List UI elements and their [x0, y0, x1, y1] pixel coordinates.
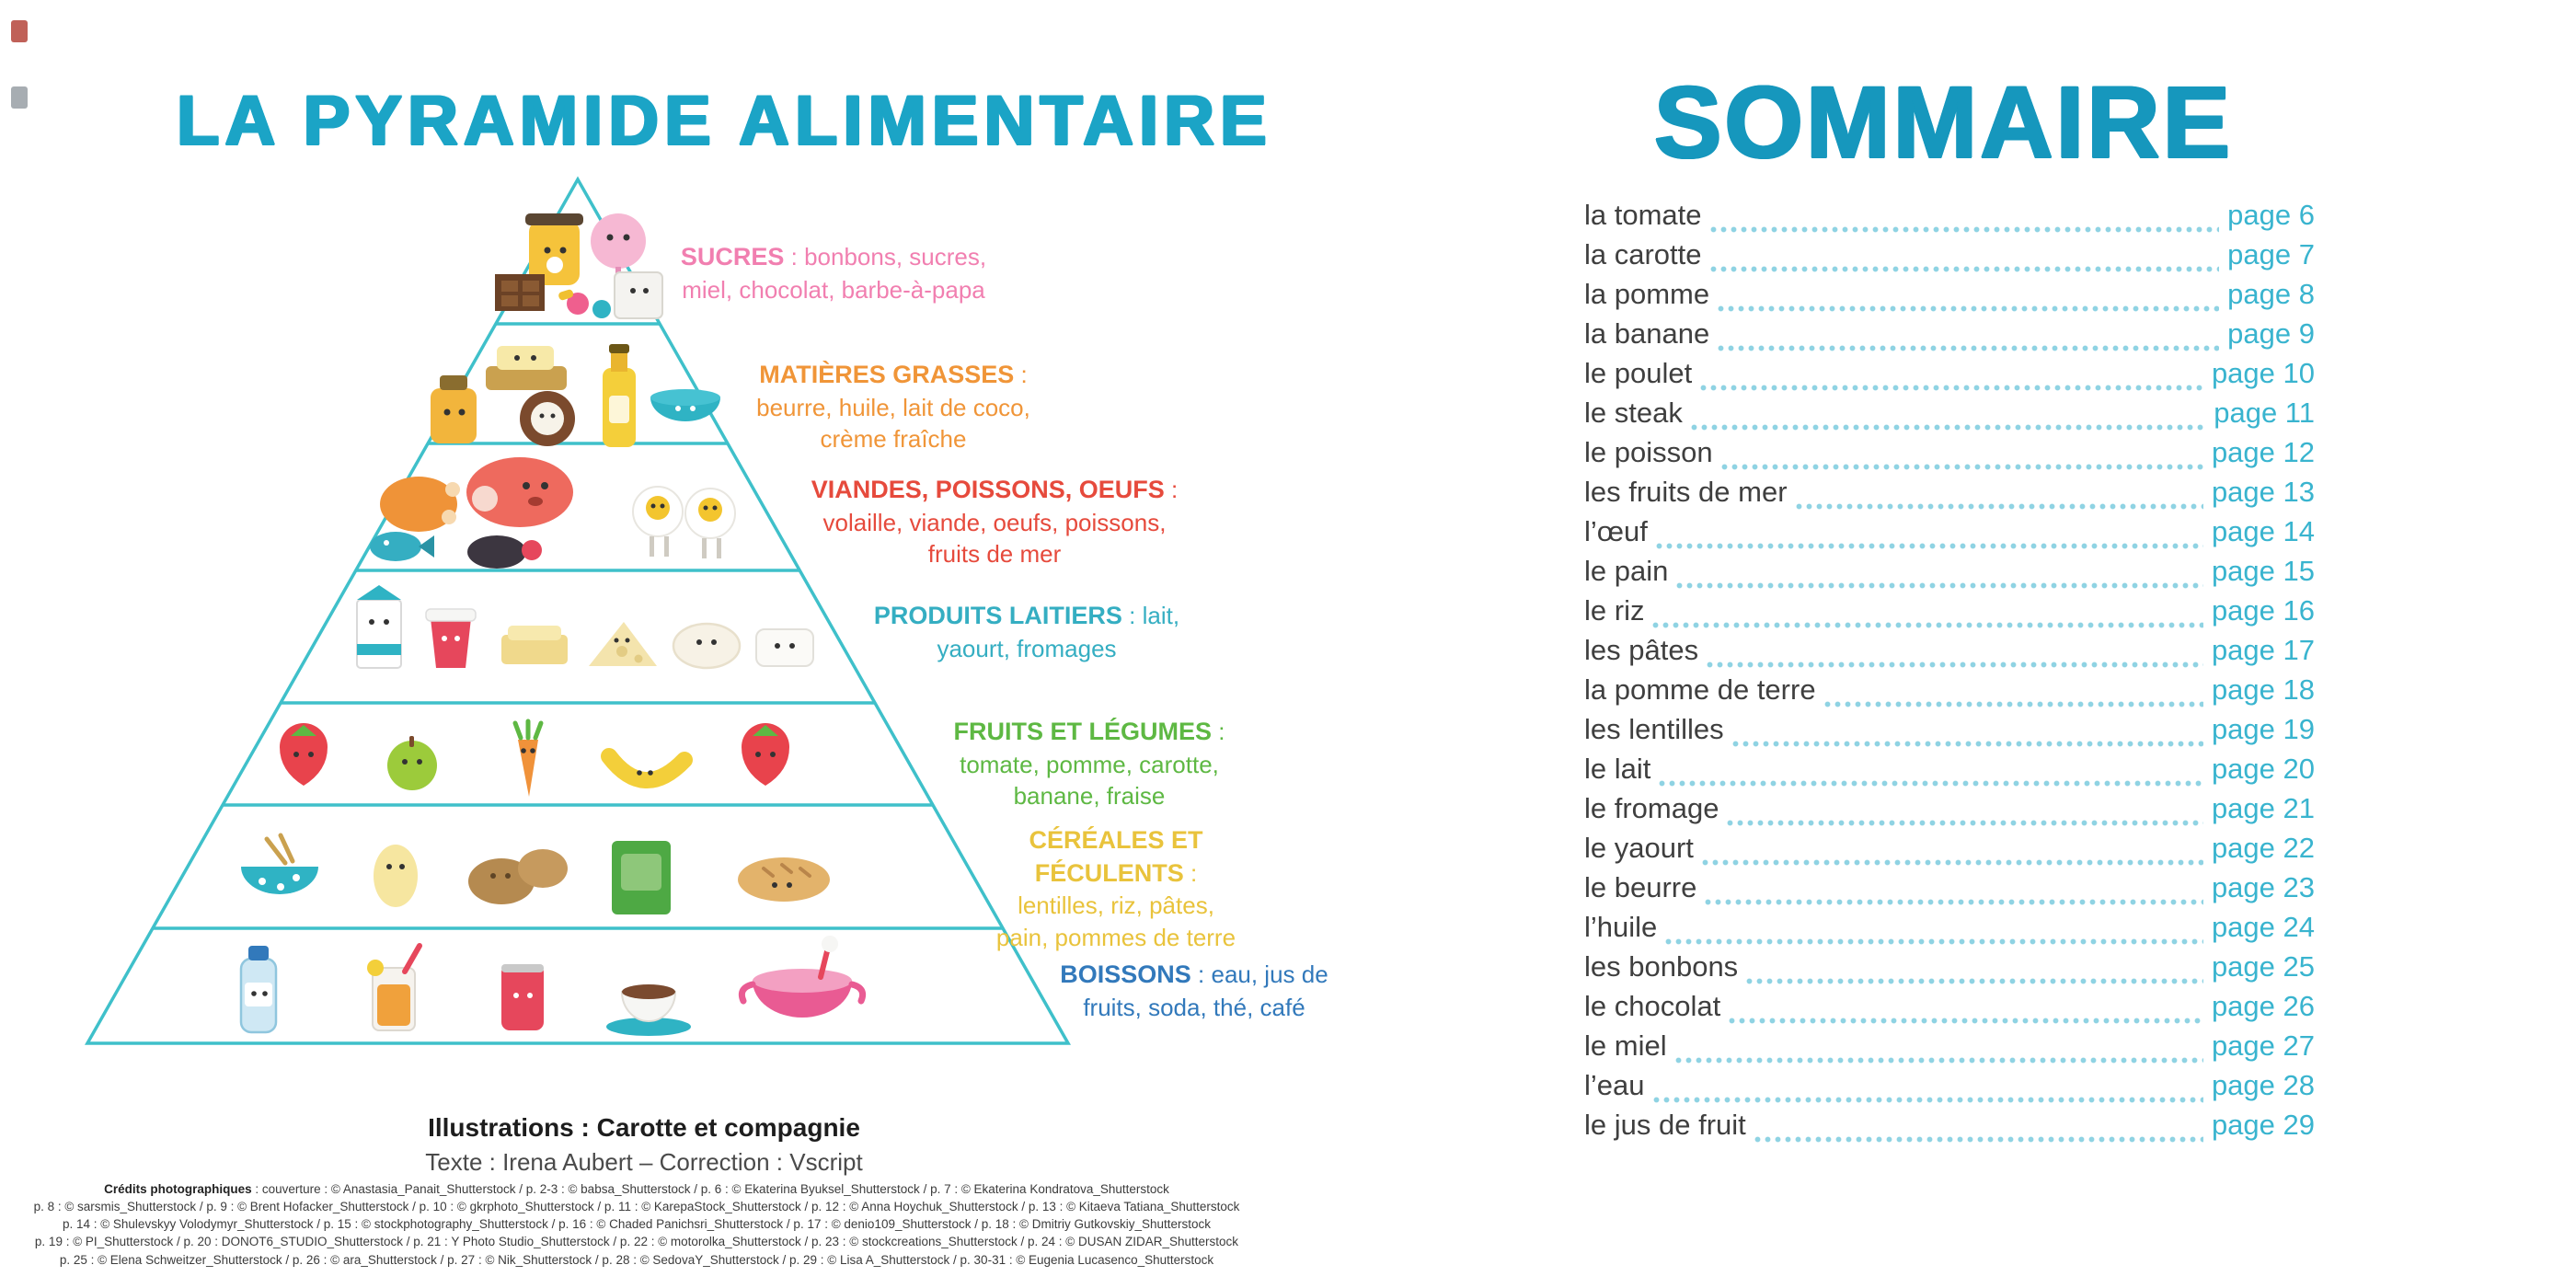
- toc-page-number: page 8: [2227, 278, 2315, 310]
- sugar-box-icon: [615, 272, 662, 318]
- roast-chicken-icon: [380, 477, 460, 532]
- toc-row: [1584, 357, 2315, 397]
- toc-label: le lait: [1584, 753, 1651, 785]
- toc-row: [1584, 476, 2315, 515]
- strawberry-icon: [280, 723, 328, 786]
- toc-label: le jus de fruit: [1584, 1109, 1746, 1141]
- photo-credits: [6, 1180, 1268, 1269]
- toc-row: [1584, 594, 2315, 634]
- pyramid-label-cereales-feculents: CÉRÉALES ET FÉCULENTS : lentilles, riz, pâtes, pain, pommes de terre: [995, 826, 1236, 951]
- fish-icon: [370, 532, 434, 561]
- toc-row: [1584, 950, 2315, 990]
- toc-page-number: page 11: [2214, 397, 2315, 429]
- pyramid-label-viandes-poissons-oeufs: VIANDES, POISSONS, OEUFS : volaille, viande, oeufs, poissons, fruits de mer: [811, 476, 1179, 568]
- dotted-leader: [1754, 1136, 2203, 1143]
- pyramid-label-matieres-grasses: MATIÈRES GRASSES : beurre, huile, lait de coco, crème fraîche: [756, 361, 1030, 453]
- potatoes-icon: [468, 849, 568, 904]
- toc-page-number: page 6: [2227, 199, 2315, 231]
- toc-page-number: page 13: [2211, 476, 2315, 508]
- toc-label: le poulet: [1584, 357, 1693, 389]
- toc-label: les bonbons: [1584, 950, 1739, 983]
- toc-page-number: page 26: [2211, 990, 2315, 1022]
- dotted-leader: [1652, 622, 2202, 628]
- cream-box-icon: [756, 629, 813, 666]
- text-correction-credit: Texte : Irena Aubert – Correction : Vscript: [425, 1148, 863, 1176]
- dotted-leader: [1707, 661, 2203, 668]
- yogurt-pot-icon: [426, 609, 476, 668]
- toc-row: [1584, 1109, 2315, 1148]
- butter-toast-icon: [486, 346, 567, 390]
- dotted-leader: [1691, 424, 2205, 431]
- cheese-wheel-icon: [673, 624, 740, 668]
- green-apple-icon: [387, 736, 437, 790]
- toc-row: [1584, 792, 2315, 832]
- fried-eggs-icon: [633, 487, 735, 558]
- cream-bowl-icon: [650, 389, 720, 421]
- dotted-leader: [1710, 226, 2220, 233]
- toc-page-number: page 7: [2227, 238, 2315, 270]
- dotted-leader: [1656, 543, 2203, 549]
- juice-glass-icon: [367, 946, 420, 1030]
- dotted-leader: [1746, 978, 2203, 984]
- toc-row: [1584, 673, 2315, 713]
- toc-label: les pâtes: [1584, 634, 1699, 666]
- print-mark-red: [11, 20, 28, 42]
- table-of-contents: [1584, 199, 2315, 1148]
- dotted-leader: [1718, 345, 2219, 351]
- toc-label: l’eau: [1584, 1069, 1645, 1101]
- cereal-bowl-icon: [241, 835, 318, 894]
- toc-label: le poisson: [1584, 436, 1713, 468]
- toc-row: [1584, 634, 2315, 673]
- toc-label: la banane: [1584, 317, 1710, 350]
- water-bottle-icon: [241, 946, 276, 1032]
- milk-carton-icon: [357, 585, 401, 668]
- dotted-leader: [1659, 780, 2203, 787]
- toc-row: [1584, 871, 2315, 911]
- cereal-box-icon: [612, 841, 671, 914]
- punch-bowl-icon: [742, 936, 862, 1018]
- dotted-leader: [1710, 266, 2220, 272]
- toc-page-number: page 15: [2211, 555, 2315, 587]
- mussel-icon: [467, 535, 542, 569]
- illustrations-credit: Illustrations : Carotte et compagnie: [428, 1113, 860, 1142]
- photo-credits-line: p. 19 : © PI_Shutterstock / p. 20 : DONOT6_STUDIO_Shutterstock / p. 21 : Y Photo Studio_Shutterstock / p. 22 : © motorolka_Shutterstock / p. 23 : © stockcreations_Shutterstock / p. 24 : © DUSAN ZIDAR_Shutterstock: [34, 1235, 1239, 1249]
- chocolate-bar-icon: [495, 274, 545, 311]
- dotted-leader: [1796, 503, 2203, 510]
- toc-page-number: page 18: [2211, 673, 2315, 706]
- dotted-leader: [1700, 385, 2203, 391]
- toc-label: le chocolat: [1584, 990, 1721, 1022]
- toc-label: l’œuf: [1584, 515, 1648, 547]
- pasta-icon: [374, 845, 418, 907]
- toc-row: [1584, 1029, 2315, 1069]
- page-title-sommaire: SOMMAIRE: [1654, 66, 2233, 179]
- toc-label: le riz: [1584, 594, 1645, 627]
- dotted-leader: [1676, 582, 2203, 589]
- toc-page-number: page 22: [2211, 832, 2315, 864]
- dotted-leader: [1824, 701, 2203, 707]
- dotted-leader: [1732, 741, 2203, 747]
- toc-row: [1584, 753, 2315, 792]
- photo-credits-line: p. 14 : © Shulevskyy Volodymyr_Shutterstock / p. 15 : © stockphotography_Shutterstock / p. 16 : © Chaded Panichsri_Shutterstock / p. 17 : © denio109_Shutterstock / p. 18 : © Dmitriy Gutkovskiy_Shutterstock: [62, 1217, 1212, 1232]
- pyramid-label-sucres: SUCRES : bonbons, sucres, miel, chocolat, barbe-à-papa: [680, 243, 987, 304]
- toc-label: la carotte: [1584, 238, 1702, 270]
- toc-label: la tomate: [1584, 199, 1702, 231]
- page-title-pyramide: LA PYRAMIDE ALIMENTAIRE: [177, 82, 1272, 160]
- toc-label: le fromage: [1584, 792, 1719, 824]
- toc-page-number: page 21: [2211, 792, 2315, 824]
- dotted-leader: [1705, 899, 2203, 905]
- toc-page-number: page 24: [2211, 911, 2315, 943]
- strawberry-icon-2: [742, 723, 789, 786]
- toc-label: l’huile: [1584, 911, 1658, 943]
- candies-icon: [558, 289, 611, 318]
- toc-label: le pain: [1584, 555, 1669, 587]
- toc-row: [1584, 555, 2315, 594]
- toc-label: le yaourt: [1584, 832, 1694, 864]
- dotted-leader: [1665, 938, 2203, 945]
- toc-page-number: page 20: [2211, 753, 2315, 785]
- soda-can-icon: [501, 964, 544, 1030]
- toc-row: [1584, 990, 2315, 1029]
- toc-row: [1584, 713, 2315, 753]
- toc-page-number: page 17: [2211, 634, 2315, 666]
- toc-row: [1584, 832, 2315, 871]
- dotted-leader: [1675, 1057, 2203, 1064]
- toc-row: [1584, 1069, 2315, 1109]
- toc-page-number: page 28: [2211, 1069, 2315, 1101]
- toc-page-number: page 9: [2227, 317, 2315, 350]
- toc-page-number: page 16: [2211, 594, 2315, 627]
- toc-label: la pomme de terre: [1584, 673, 1816, 706]
- toc-label: le steak: [1584, 397, 1683, 429]
- toc-page-number: page 19: [2211, 713, 2315, 745]
- steak-icon: [466, 457, 573, 527]
- dotted-leader: [1729, 1018, 2203, 1024]
- toc-label: les lentilles: [1584, 713, 1724, 745]
- toc-row: [1584, 317, 2315, 357]
- dotted-leader: [1721, 464, 2203, 470]
- tea-cup-icon: [606, 984, 691, 1036]
- dotted-leader: [1702, 859, 2203, 866]
- print-mark-gray: [11, 86, 28, 109]
- syrup-jar-icon: [431, 375, 477, 443]
- toc-page-number: page 23: [2211, 871, 2315, 903]
- photo-credits-line: p. 8 : © sarsmis_Shutterstock / p. 9 : © Brent Hofacker_Shutterstock / p. 10 : © gkrphoto_Shutterstock / p. 11 : © KarepaStock_Shutterstock / p. 12 : © Anna Hoychuk_Shutterstock / p. 13 : © Kitaeva Tatiana_Shutterstock: [33, 1200, 1240, 1214]
- oil-bottle-icon: [603, 344, 636, 447]
- carrot-icon: [515, 721, 541, 797]
- toc-row: [1584, 436, 2315, 476]
- toc-row: [1584, 515, 2315, 555]
- toc-row: [1584, 911, 2315, 950]
- bread-icon: [738, 857, 830, 902]
- butter-block-icon: [501, 626, 568, 664]
- toc-page-number: page 29: [2211, 1109, 2315, 1141]
- toc-page-number: page 27: [2211, 1029, 2315, 1062]
- toc-page-number: page 14: [2211, 515, 2315, 547]
- pyramid-label-boissons: BOISSONS : eau, jus de fruits, soda, thé, café: [1060, 960, 1328, 1021]
- toc-page-number: page 12: [2211, 436, 2315, 468]
- toc-row: [1584, 238, 2315, 278]
- toc-row: [1584, 199, 2315, 238]
- dotted-leader: [1727, 820, 2202, 826]
- toc-page-number: page 25: [2211, 950, 2315, 983]
- cheese-wedge-icon: [589, 622, 657, 666]
- toc-label: la pomme: [1584, 278, 1710, 310]
- toc-label: le beurre: [1584, 871, 1697, 903]
- dotted-leader: [1653, 1097, 2203, 1103]
- toc-page-number: page 10: [2211, 357, 2315, 389]
- photo-credits-line: p. 25 : © Elena Schweitzer_Shutterstock / p. 26 : © ara_Shutterstock / p. 27 : © Nik_Shutterstock / p. 28 : © SedovaY_Shutterstock / p. 29 : © Lisa A_Shutterstock / p. 30-31 : © Eugenia Lucasenco_Shutterstock: [59, 1252, 1214, 1267]
- photo-credits-line: Crédits photographiques : couverture : © Anastasia_Panait_Shutterstock / p. 2-3 : © babsa_Shutterstock / p. 6 : © Ekaterina Byuksel_Shutterstock / p. 7 : © Ekaterina Kondratova_Shutterstock: [104, 1182, 1169, 1196]
- pyramid-label-fruits-legumes: FRUITS ET LÉGUMES : tomate, pomme, carotte, banane, fraise: [953, 718, 1225, 810]
- toc-label: le miel: [1584, 1029, 1667, 1062]
- toc-row: [1584, 278, 2315, 317]
- banana-icon: [609, 756, 684, 780]
- dotted-leader: [1718, 305, 2219, 312]
- toc-label: les fruits de mer: [1584, 476, 1788, 508]
- toc-row: [1584, 397, 2315, 436]
- coconut-icon: [520, 391, 575, 446]
- pyramid-label-produits-laitiers: PRODUITS LAITIERS : lait, yaourt, fromages: [873, 602, 1180, 662]
